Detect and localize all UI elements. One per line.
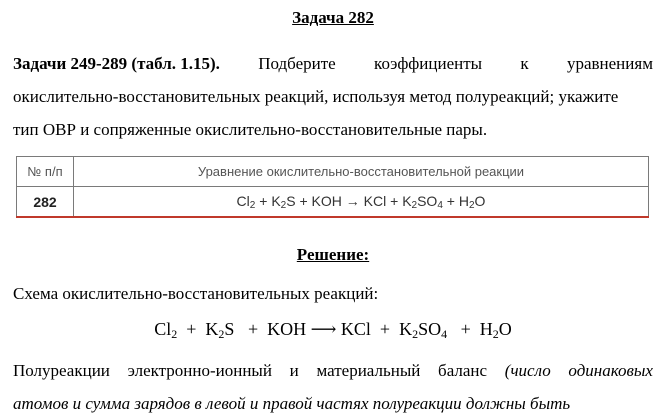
subscript: 4 — [441, 327, 448, 341]
plus-sign: + — [247, 319, 259, 339]
row-num: 282 — [17, 187, 74, 218]
half-reactions-line-1 — [13, 354, 653, 387]
formula-koh: KOH — [267, 319, 307, 339]
intro-word: уравнениям — [566, 54, 653, 73]
formula-h2o: H — [479, 319, 493, 339]
formula-h2o-tail: O — [474, 192, 486, 209]
half-reactions-paragraph — [13, 354, 653, 420]
intro-line-1 — [13, 47, 653, 80]
formula-k2so4: K — [399, 319, 413, 339]
intro-bold-lead: Задачи 249-289 (табл. 1.15). — [13, 54, 220, 73]
row-equation — [74, 187, 649, 218]
paragraph-word: электронно-ионный — [127, 361, 272, 380]
subscript: 2 — [492, 327, 499, 341]
arrow-icon: ⟶ — [310, 319, 337, 339]
intro-paragraph — [13, 47, 653, 146]
paragraph-italic-word: одинаковых — [568, 361, 653, 380]
task-title: Задача 282 — [292, 8, 374, 27]
paragraph-word: баланс — [438, 361, 488, 380]
header-equation: Уравнение окислительно-восстановительной реакции — [74, 157, 649, 187]
task-table — [16, 156, 649, 218]
formula-k2so4: K — [402, 192, 412, 209]
formula-k2so4-mid: SO — [417, 192, 438, 209]
intro-line-2: окислительно-восстановительных реакций, используя метод полуреакций; укажите — [13, 87, 619, 106]
plus-sign: + — [259, 192, 268, 209]
formula-k2s: K — [205, 319, 219, 339]
subscript: 2 — [468, 199, 475, 211]
table-row — [17, 187, 649, 218]
header-num: № п/п — [17, 157, 74, 187]
formula-koh: KOH — [311, 192, 342, 209]
formula-cl: Cl — [154, 319, 172, 339]
formula-kcl: KCl — [363, 192, 387, 209]
subscript: 2 — [249, 199, 256, 211]
solution-title: Решение: — [296, 245, 370, 264]
half-reactions-line-2 — [13, 387, 653, 420]
plus-sign: + — [299, 192, 308, 209]
plus-sign: + — [460, 319, 471, 339]
subscript: 2 — [412, 327, 419, 341]
intro-word: Подберите — [258, 54, 336, 73]
formula-k2s-tail: S — [286, 192, 296, 209]
paragraph-word: Полуреакции — [13, 361, 110, 380]
formula-k2s: K — [271, 192, 281, 209]
intro-word: коэффициенты — [374, 54, 483, 73]
plus-sign: + — [446, 192, 455, 209]
formula-k2s-tail: S — [224, 319, 235, 339]
subscript: 2 — [411, 199, 418, 211]
intro-word: к — [520, 54, 529, 73]
formula-kcl: KCl — [340, 319, 371, 339]
arrow-icon: → — [345, 192, 360, 209]
paragraph-word: материальный — [316, 361, 421, 380]
paragraph-italic-text: атомов и сумма зарядов в левой и правой частях полуреакции должны быть — [13, 394, 571, 413]
plus-sign: + — [186, 319, 197, 339]
subscript: 2 — [218, 327, 225, 341]
formula-k2so4-mid: SO — [418, 319, 442, 339]
formula-h2o: H — [458, 192, 469, 209]
reaction-equation — [13, 318, 653, 345]
subscript: 2 — [171, 327, 178, 341]
plus-sign: + — [390, 192, 399, 209]
table-header-row — [17, 157, 649, 187]
formula-cl: Cl — [236, 192, 250, 209]
subscript: 2 — [280, 199, 287, 211]
scheme-label: Схема окислительно-восстановительных реакций: — [13, 284, 379, 303]
intro-line-3: тип ОВР и сопряженные окислительно-восстановительные пары. — [13, 120, 488, 139]
paragraph-word: и — [289, 361, 299, 380]
formula-h2o-tail: O — [498, 319, 512, 339]
subscript: 4 — [437, 199, 443, 211]
paragraph-italic-word: (число — [504, 361, 551, 380]
plus-sign: + — [379, 319, 391, 339]
